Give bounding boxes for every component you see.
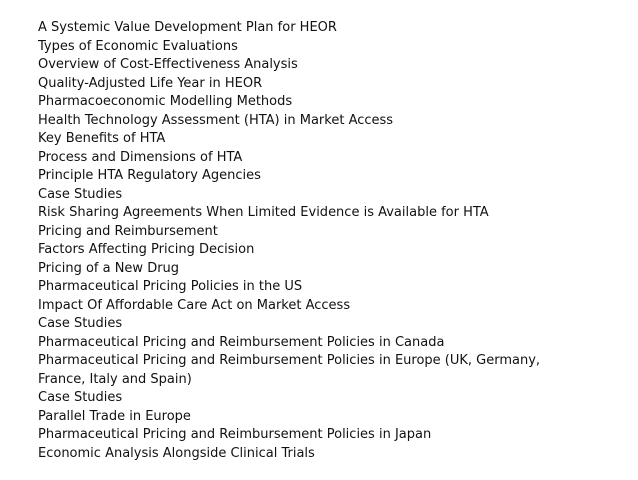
topic-item: Principle HTA Regulatory Agencies [38, 168, 261, 183]
topic-item: Pharmaceutical Pricing and Reimbursement Policies in Japan [38, 427, 432, 442]
topic-item: A Systemic Value Development Plan for HEOR [38, 20, 337, 35]
topic-item: Process and Dimensions of HTA [38, 149, 243, 165]
topic-item: Economic Analysis Alongside Clinical Trials [38, 445, 315, 461]
topic-item: Quality-Adjusted Life Year in HEOR [38, 75, 263, 91]
topic-item: Key Benefits of HTA [38, 131, 166, 146]
topic-item: Pricing and Reimbursement [38, 223, 218, 239]
topic-item: Case Studies [38, 186, 123, 202]
topic-item: Parallel Trade in Europe [38, 408, 191, 424]
topic-item: Health Technology Assessment (HTA) in Market Access [38, 112, 394, 128]
topic-list [38, 19, 598, 463]
topic-item: Types of Economic Evaluations [38, 38, 238, 54]
topic-item: Impact Of Affordable Care Act on Market Access [38, 297, 351, 313]
topic-item: Pharmaceutical Pricing and Reimbursement Policies in Europe (UK, Germany, France, Italy and Spain) [38, 353, 541, 387]
topic-item: Case Studies [38, 316, 123, 331]
topic-item: Pricing of a New Drug [38, 260, 180, 276]
topic-item: Pharmacoeconomic Modelling Methods [38, 94, 293, 109]
topic-item: Pharmaceutical Pricing and Reimbursement Policies in Canada [38, 334, 445, 350]
topic-item: Pharmaceutical Pricing Policies in the US [38, 279, 303, 294]
topic-item: Factors Affecting Pricing Decision [38, 242, 255, 257]
topic-item: Risk Sharing Agreements When Limited Evidence is Available for HTA [38, 205, 489, 220]
topic-item: Case Studies [38, 390, 123, 405]
topic-item: Overview of Cost-Effectiveness Analysis [38, 57, 298, 72]
